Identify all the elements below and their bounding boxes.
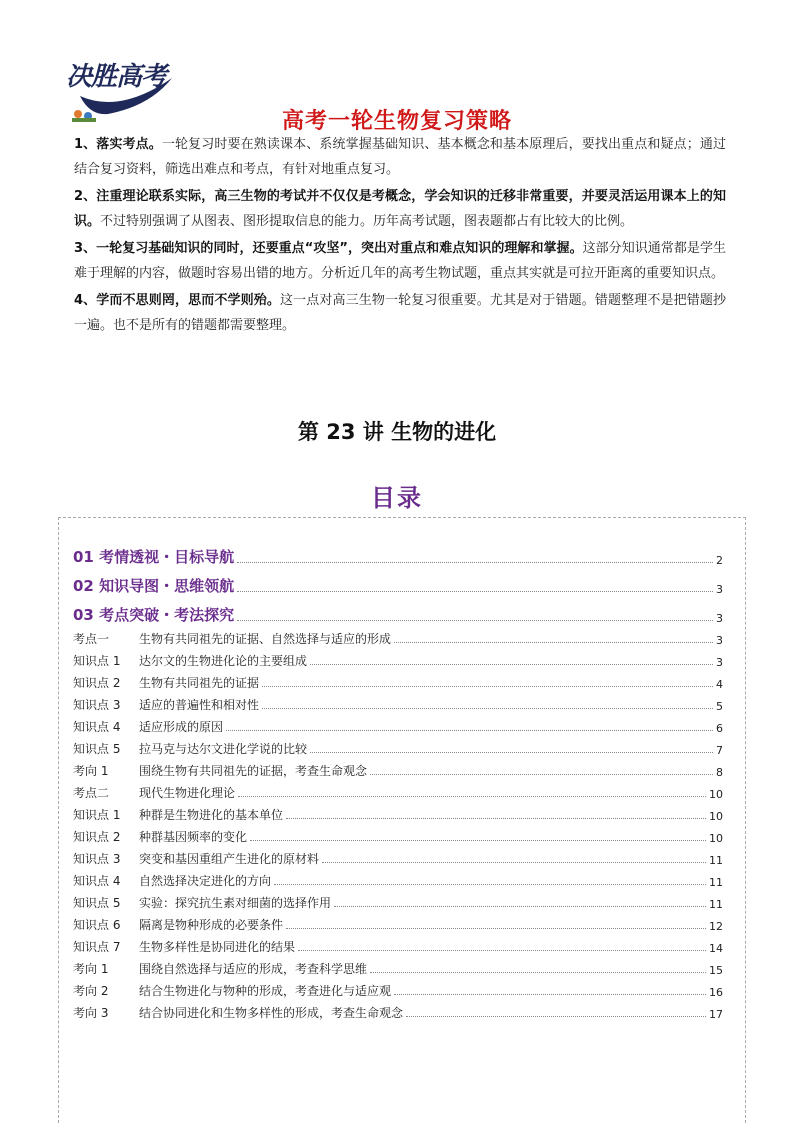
page-title: 高考一轮生物复习策略 (281, 109, 512, 134)
toc-entry-title (73, 630, 391, 647)
toc-entry-text: 自然选择决定进化的方向 (139, 874, 272, 888)
toc-leader-dots (394, 641, 713, 643)
toc-entry-title (73, 1004, 403, 1021)
toc-entry-title (73, 652, 307, 669)
strategy-item-text: 这部分知识通常都是学生难于理解的内容，做题时容易出错的地方。分析近几年的高考生物试题，重点其实就是可拉开距离的重要知识点。 (74, 241, 726, 281)
strategy-item-bold: 2、注重理论联系实际，高三生物的考试并不仅仅是考概念，学会知识的迁移非常重要，并要灵活运用课本上的知识。 (74, 189, 726, 229)
toc-entry[interactable] (73, 999, 723, 1021)
toc-entry-text: 围绕生物有共同祖先的证据，考查生命观念 (139, 764, 368, 778)
toc-entry-text: 实验：探究抗生素对细菌的选择作用 (139, 896, 332, 910)
lecture-title: 第 23 讲 生物的进化 (297, 420, 497, 444)
toc-entry-prefix: 考向 2 (73, 984, 109, 998)
toc-leader-dots (286, 927, 706, 929)
toc-entry-page: 3 (716, 634, 723, 647)
toc-entry-title (73, 938, 295, 955)
toc-leader-dots (322, 861, 706, 863)
toc-entry-title (73, 784, 235, 801)
toc-entry-page: 11 (709, 876, 723, 889)
toc-entry-prefix: 知识点 5 (73, 896, 121, 910)
toc-list (73, 538, 723, 1021)
toc-entry-page: 3 (716, 612, 723, 625)
toc-entry-title (73, 982, 391, 999)
table-of-contents (58, 517, 746, 1123)
toc-entry-text: 结合协同进化和生物多样性的形成，考查生命观念 (139, 1006, 404, 1020)
toc-leader-dots (238, 795, 706, 797)
toc-leader-dots (226, 729, 713, 731)
strategy-item-bold: 1、落实考点。 (74, 137, 162, 152)
toc-entry[interactable] (73, 845, 723, 867)
toc-entry[interactable] (73, 647, 723, 669)
toc-entry[interactable] (73, 567, 723, 596)
strategy-item-text: 这一点对高三生物一轮复习很重要。尤其是对于错题。错题整理不是把错题抄一遍。也不是所有的错题都需要整理。 (74, 293, 726, 333)
toc-entry-text: 突变和基因重组产生进化的原材料 (139, 852, 320, 866)
toc-entry-text: 达尔文的生物进化论的主要组成 (139, 654, 308, 668)
toc-entry-title (73, 916, 283, 933)
toc-entry-text: 隔离是物种形成的必要条件 (139, 918, 284, 932)
strategy-item (74, 132, 726, 182)
toc-entry-page: 7 (716, 744, 723, 757)
toc-entry[interactable] (73, 779, 723, 801)
toc-entry[interactable] (73, 757, 723, 779)
toc-entry-title (73, 575, 234, 596)
toc-entry-page: 11 (709, 898, 723, 911)
toc-entry-prefix: 考点二 (73, 786, 110, 800)
toc-leader-dots (237, 590, 713, 592)
toc-leader-dots (250, 839, 706, 841)
toc-leader-dots (262, 707, 713, 709)
toc-entry[interactable] (73, 538, 723, 567)
toc-leader-dots (286, 817, 706, 819)
toc-entry-page: 3 (716, 583, 723, 596)
toc-entry-title (73, 850, 319, 867)
toc-entry-text: 生物有共同祖先的证据、自然选择与适应的形成 (139, 632, 392, 646)
toc-leader-dots (370, 971, 706, 973)
toc-entry[interactable] (73, 596, 723, 625)
toc-entry-title (73, 894, 331, 911)
toc-entry-text: 种群基因频率的变化 (139, 830, 248, 844)
toc-entry-page: 3 (716, 656, 723, 669)
toc-entry[interactable] (73, 911, 723, 933)
toc-entry-prefix: 知识点 3 (73, 852, 121, 866)
strategy-item (74, 236, 726, 286)
toc-entry-title (73, 696, 259, 713)
toc-entry-title (73, 546, 234, 567)
toc-entry-text: 结合生物进化与物种的形成，考查进化与适应观 (139, 984, 392, 998)
toc-entry[interactable] (73, 713, 723, 735)
toc-entry-page: 12 (709, 920, 723, 933)
toc-entry-title (73, 604, 234, 625)
toc-entry-text: 现代生物进化理论 (139, 786, 236, 800)
toc-entry-page: 14 (709, 942, 723, 955)
toc-leader-dots (310, 663, 713, 665)
toc-entry[interactable] (73, 735, 723, 757)
toc-entry-page: 8 (716, 766, 723, 779)
toc-entry[interactable] (73, 933, 723, 955)
toc-entry-text: 适应的普遍性和相对性 (139, 698, 260, 712)
toc-heading: 目录 (371, 484, 423, 512)
toc-entry-text: 围绕自然选择与适应的形成，考查科学思维 (139, 962, 368, 976)
toc-leader-dots (274, 883, 706, 885)
toc-entry-page: 6 (716, 722, 723, 735)
toc-entry-title (73, 674, 259, 691)
toc-entry-title (73, 872, 271, 889)
toc-entry[interactable] (73, 691, 723, 713)
toc-entry[interactable] (73, 977, 723, 999)
toc-entry-prefix: 知识点 7 (73, 940, 121, 954)
toc-entry[interactable] (73, 625, 723, 647)
toc-entry-prefix: 知识点 1 (73, 654, 121, 668)
toc-leader-dots (237, 561, 713, 563)
toc-entry-prefix: 知识点 4 (73, 874, 121, 888)
toc-entry-prefix: 知识点 2 (73, 676, 121, 690)
toc-entry-page: 11 (709, 854, 723, 867)
logo-text: 决胜高考 (66, 62, 167, 92)
toc-entry-page: 17 (709, 1008, 723, 1021)
toc-entry-text: 03 考点突破・考法探究 (73, 606, 235, 624)
toc-entry-title (73, 960, 367, 977)
toc-entry-prefix: 考向 1 (73, 764, 109, 778)
toc-entry[interactable] (73, 867, 723, 889)
toc-leader-dots (334, 905, 706, 907)
toc-entry-prefix: 考点一 (73, 632, 110, 646)
toc-entry-title (73, 740, 307, 757)
toc-entry-page: 2 (716, 554, 723, 567)
toc-entry-prefix: 知识点 6 (73, 918, 121, 932)
toc-entry-page: 16 (709, 986, 723, 999)
toc-leader-dots (406, 1015, 706, 1017)
toc-entry-text: 02 知识导图・思维领航 (73, 577, 235, 595)
toc-leader-dots (237, 619, 713, 621)
toc-entry-text: 适应形成的原因 (139, 720, 224, 734)
toc-entry-prefix: 考向 3 (73, 1006, 109, 1020)
toc-leader-dots (298, 949, 706, 951)
toc-entry[interactable] (73, 823, 723, 845)
toc-entry[interactable] (73, 669, 723, 691)
toc-entry-text: 生物有共同祖先的证据 (139, 676, 260, 690)
toc-leader-dots (310, 751, 713, 753)
toc-entry-prefix: 知识点 2 (73, 830, 121, 844)
strategy-item-text: 一轮复习时要在熟读课本、系统掌握基础知识、基本概念和基本原理后，要找出重点和疑点；通过结合复习资料，筛选出难点和考点，有针对地重点复习。 (74, 137, 726, 177)
toc-entry-title (73, 762, 367, 779)
toc-entry-page: 5 (716, 700, 723, 713)
toc-entry-text: 拉马克与达尔文进化学说的比较 (139, 742, 308, 756)
toc-entry-page: 10 (709, 832, 723, 845)
toc-entry-page: 10 (709, 788, 723, 801)
toc-entry[interactable] (73, 955, 723, 977)
toc-leader-dots (394, 993, 706, 995)
toc-entry-text: 种群是生物进化的基本单位 (139, 808, 284, 822)
toc-entry-title (73, 718, 223, 735)
strategy-item (74, 288, 726, 338)
toc-leader-dots (370, 773, 713, 775)
toc-entry-title (73, 806, 283, 823)
toc-entry-prefix: 知识点 5 (73, 742, 121, 756)
toc-entry[interactable] (73, 801, 723, 823)
toc-entry-prefix: 知识点 1 (73, 808, 121, 822)
strategy-item-text: 不过特别强调了从图表、图形提取信息的能力。历年高考试题，图表题都占有比较大的比例。 (100, 214, 634, 229)
toc-entry-page: 15 (709, 964, 723, 977)
toc-entry-page: 10 (709, 810, 723, 823)
strategy-item-bold: 3、一轮复习基础知识的同时，还要重点“攻坚”，突出对重点和难点知识的理解和掌握。 (74, 241, 583, 256)
toc-entry-text: 01 考情透视・目标导航 (73, 548, 235, 566)
strategy-section (74, 132, 726, 340)
toc-entry-prefix: 考向 1 (73, 962, 109, 976)
strategy-item (74, 184, 726, 234)
toc-entry[interactable] (73, 889, 723, 911)
toc-entry-title (73, 828, 247, 845)
toc-entry-prefix: 知识点 4 (73, 720, 121, 734)
toc-entry-prefix: 知识点 3 (73, 698, 121, 712)
toc-entry-text: 生物多样性是协同进化的结果 (139, 940, 296, 954)
toc-leader-dots (262, 685, 713, 687)
strategy-item-bold: 4、学而不思则罔，思而不学则殆。 (74, 293, 280, 308)
toc-entry-page: 4 (716, 678, 723, 691)
